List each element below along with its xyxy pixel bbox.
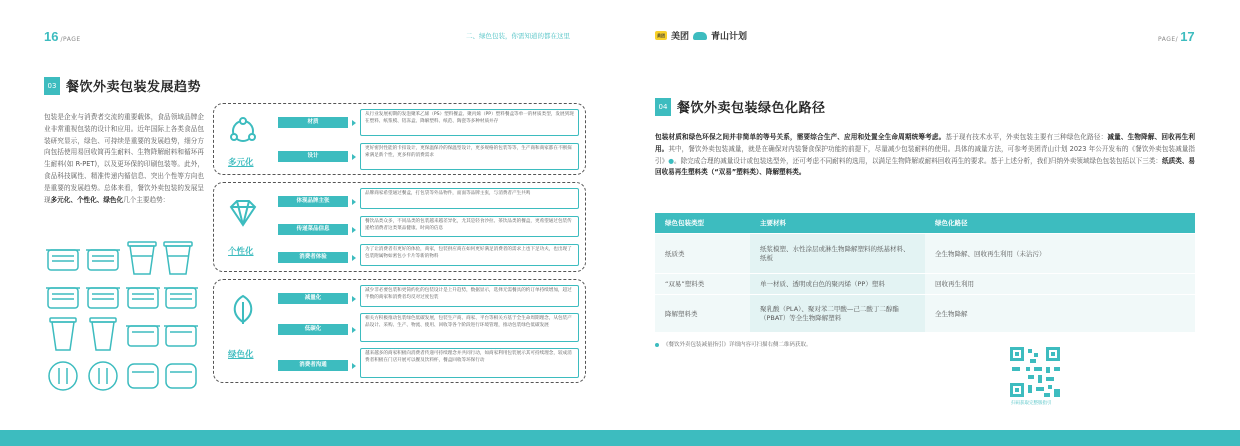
qr-caption: 扫码获取完整版指引 (1011, 401, 1052, 406)
tag-material: 材质 (278, 117, 348, 128)
cloud-logo-icon (693, 32, 707, 40)
section-title: 餐饮外卖包装绿色化路径 (677, 101, 826, 116)
desc-reduction: 减少非必要包装和更简约化的包装设计是上升趋势，数据显示，选择无需餐具的约订单持续增加，超过半数的商家和消费者均反对过度包装 (360, 285, 579, 307)
table-row (655, 233, 1195, 273)
right-section-header (655, 97, 826, 116)
table-header-cell: 主要材料 (750, 213, 925, 233)
table-cell: 降解塑料类 (655, 294, 750, 332)
desc-material: 从行业发展初期的发泡聚苯乙烯（PS）塑料餐盒、聚丙烯（PP）塑料餐盒等单一的材质类型，发展到现在塑料、纸浆模、铝冻盒、降解塑料、纸范、陶瓷等多种材质并存 (360, 109, 579, 136)
container-icon (46, 250, 80, 270)
paragraph-lead: 包装材质和绿色环保之间并非简单的等号关系，需要综合生产、应用和处置全生命周期统筹考虑。 (655, 133, 946, 141)
plate-cutlery-icon (89, 362, 117, 390)
tag-consumer-experience: 消费者体验 (278, 252, 348, 263)
table-cell: 聚乳酸（PLA）、聚对苯二甲酸—己二酸丁二醇酯（PBAT）等全生物降解塑料 (750, 294, 925, 332)
tag-dish-info: 传递菜品信息 (278, 224, 348, 235)
desc-brand: 品牌商家希望通过餐盒，打包袋等外品物件，面面等品牌主张，与消费者产生共鸣 (360, 188, 579, 209)
table-row (655, 294, 1195, 332)
section-number: 03 (44, 77, 60, 95)
left-page-number: 16 (44, 29, 59, 44)
brand-block (655, 29, 747, 42)
container-icon (164, 326, 198, 346)
running-head: 二、绿色包装，你需知道的都在这里 (466, 32, 570, 40)
cup-icon (128, 242, 156, 274)
table-cell: 单一材质、透明或白色的聚丙烯（PP）塑料 (750, 273, 925, 294)
trend-group-green (213, 279, 586, 383)
footnote-marker: ● (668, 156, 674, 165)
table-cell: 全生物降解、回收再生利用（未沾污） (925, 233, 1195, 273)
container-icon (126, 326, 160, 346)
qr-code-icon[interactable] (1008, 345, 1062, 399)
container-icon (46, 288, 80, 308)
table-cell: 回收再生利用 (925, 273, 1195, 294)
table-header-row (655, 213, 1195, 233)
container-icon (86, 288, 120, 308)
intro-emphasis: 多元化、个性化、绿色化 (50, 195, 124, 204)
paragraph-body: 基于现有技术水平，外卖包装主要有三种绿色化路径： (945, 133, 1108, 141)
desc-consumer-communication: 越来越多的商家积极向消费者传递可持续理念并共同行动，如商家利用包装展示其可持续理念，较成消费者积极在门店开展可以餐及饮料杯，餐盒回收等环保行动 (360, 348, 579, 378)
group-label-green: 绿色化 (228, 350, 254, 360)
table-header-cell: 绿色化路径 (925, 213, 1195, 233)
tag-brand: 体现品牌主张 (278, 196, 348, 207)
arrow-icon (352, 120, 356, 126)
intro-paragraph (44, 112, 204, 206)
trend-group-diversified (213, 103, 586, 175)
table-cell: 纸质类 (655, 233, 750, 273)
tag-reduction: 减量化 (278, 293, 348, 304)
table-header-cell: 绿色包装类型 (655, 213, 750, 233)
paragraph-body2: 其中，餐饮外卖包装减量，就是在确保对内装餐食保护功能的前提下，尽量减少包装耐料的使用。具体的减量方法，可参考美团青山计划 2023 年公开发布的《餐饮外卖包装减量指引》 (655, 144, 1195, 165)
table-cell: 纸浆模塑、水性涂层或淋生物降解塑料的纸基材料、纸板 (750, 233, 925, 273)
arrow-icon (352, 327, 356, 333)
container-icon (86, 250, 120, 270)
bowl-icon (166, 364, 196, 388)
tag-design: 设计 (278, 151, 348, 162)
left-section-header (44, 76, 201, 95)
arrow-icon (352, 296, 356, 302)
network-icon (226, 116, 260, 146)
brand-name: 美团 (671, 32, 690, 42)
table-row (655, 273, 1195, 294)
arrow-icon (352, 363, 356, 369)
left-page-label: /PAGE (60, 36, 81, 43)
cup-icon (164, 242, 192, 274)
desc-low-carbon: 相关方积极推动包装绿色低碳发展，包装生产商、商家、平台等相关方基于全生命周期理念，从包装产品设计、采购、生产、物流、使用、回收等各个阶段进行环境管理，推动包装绿色低碳发展 (360, 313, 579, 342)
group-label-diversified: 多元化 (228, 158, 254, 168)
desc-consumer-experience: 为了让消费者有更好的体验，商家，包装供应商在如何更好满足消费者的需求上也下足功夫，也出现了包装附属物如密包小卡片等新的物料 (360, 244, 579, 266)
paragraph-paths: 减量、生物降解、回收再生利用。 (655, 133, 1196, 153)
intro-text: 包装是企业与消费者交流的重要载体，食品领域品牌企业非常重视包装的设计和应用。近年国际上各类食品包装研究显示，绿色、可持续是重要的发展趋势，细分方向包括使用易回收简再生耐料、生物降解耐料和循环再生耐料(如 R-PET)，以及更环保的印刷包装等。此外，食品科技属性、精准传递内循信息、突出个性等方向也是重要的发展趋势。总体来看，餐饮外卖包装的发展呈现 (44, 113, 204, 204)
right-page-label: PAGE/ (1158, 36, 1179, 43)
paragraph-types: 纸质类、易回收易再生塑料类（“双易”塑料类）、降解塑料类。 (655, 156, 1196, 177)
intro-tail: 几个主要趋势： (123, 195, 170, 204)
section-number: 04 (655, 98, 671, 116)
footnote-bullet-icon (655, 343, 659, 347)
bowl-icon (128, 364, 158, 388)
arrow-icon (352, 255, 356, 261)
right-page-number: 17 (1180, 29, 1195, 44)
section-title: 餐饮外卖包装发展趋势 (66, 80, 202, 95)
paragraph-body3: 。除完成合理的减量设计或包装选型外，还可考虑不同耐料的选用，以满足生物降解或耐料回收再生的要求。基于上述分析，我们归纳外卖领域绿色包装包括以下三类： (673, 156, 1163, 165)
desc-design: 更好密封性能的卡扣设计，更保温保冷的保温型设计，更多规格的包装等等，生产商和商家都在不断探索满足新个性，更多样的消费需求 (360, 143, 579, 170)
desc-dish-info: 餐饮品类众多，不同品类的包装越来越差异化，尤其是轻食沙拉、茶饮品类的餐盒，更希望通过包装传递给消费者这类菜品健康、时尚的信息 (360, 216, 579, 237)
left-page-number-block (44, 29, 81, 44)
partner-name: 青山计划 (711, 32, 748, 42)
tag-consumer-communication: 消费者沟通 (278, 360, 348, 371)
meituan-logo: 美团 (657, 33, 665, 38)
arrow-icon (352, 154, 356, 160)
container-icon (126, 288, 160, 308)
green-path-paragraph (655, 132, 1195, 179)
arrow-icon (352, 227, 356, 233)
packaging-icons-illustration (44, 240, 204, 400)
tag-low-carbon: 低碳化 (278, 324, 348, 335)
table-cell: 全生物降解 (925, 294, 1195, 332)
footnote: 《餐饮外卖包装减量指引》详细内容可扫描右侧二维码获取。 (663, 342, 812, 348)
cup-icon (90, 318, 116, 350)
arrow-icon (352, 199, 356, 205)
group-label-personalized: 个性化 (228, 247, 254, 257)
trend-group-personalized (213, 182, 586, 272)
container-icon (164, 288, 198, 308)
right-page-number-block (1158, 29, 1195, 44)
diamond-icon (228, 199, 258, 227)
bottom-accent-bar (0, 430, 1240, 446)
green-packaging-table (655, 213, 1195, 333)
table-cell: “双易”塑料类 (655, 273, 750, 294)
leaf-icon (228, 294, 258, 326)
cup-icon (50, 318, 76, 350)
plate-cutlery-icon (49, 362, 77, 390)
